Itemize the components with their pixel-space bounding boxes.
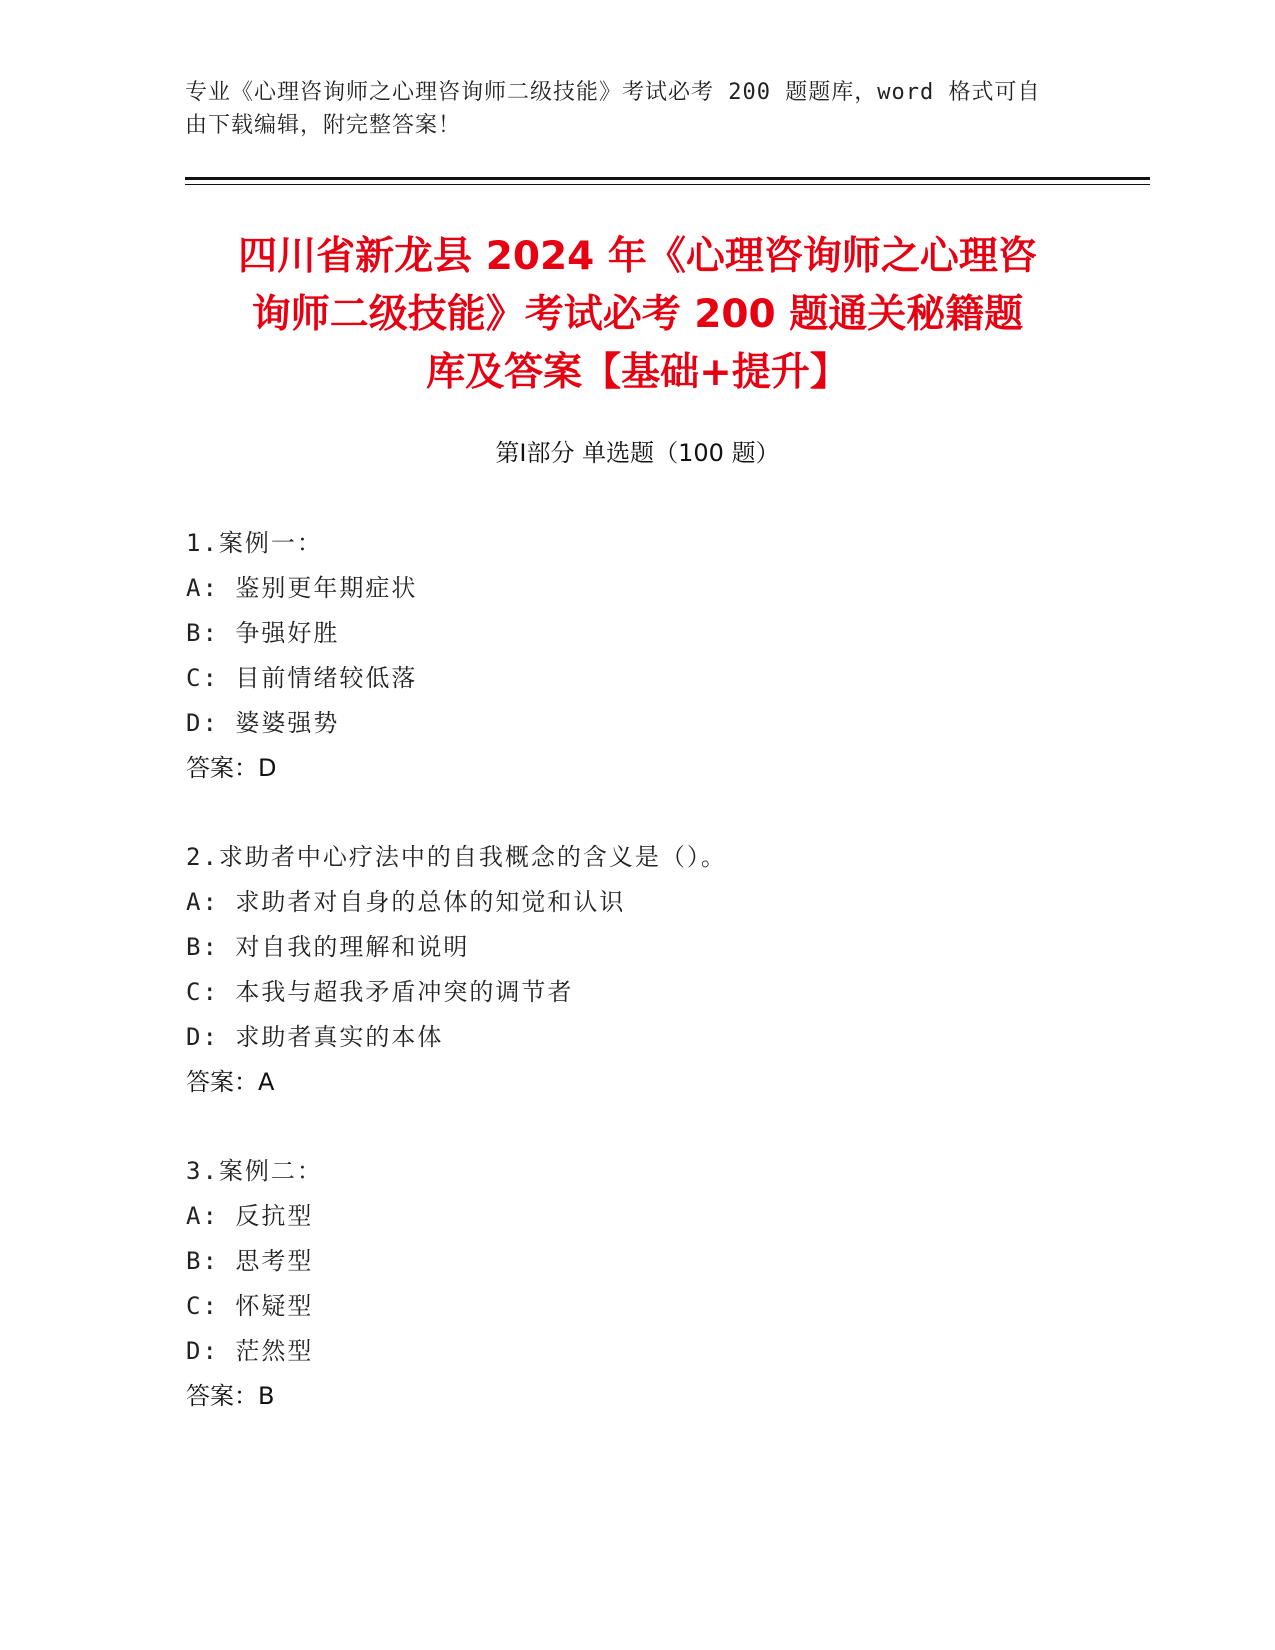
intro-line-2: 由下载编辑，附完整答案！ — [185, 113, 462, 138]
option-b: B: 对自我的理解和说明 — [186, 933, 470, 961]
question-stem: 3.案例二： — [186, 1157, 323, 1185]
option-b: B: 争强好胜 — [186, 619, 340, 647]
answer-line: 答案：A — [186, 1068, 275, 1096]
title-line-2: 询师二级技能》考试必考 200 题通关秘籍题 — [251, 292, 1024, 337]
intro-line-1: 专业《心理咨询师之心理咨询师二级技能》考试必考 200 题题库，word 格式可自 — [185, 80, 1041, 105]
section-title: 第Ⅰ部分 单选题（100 题） — [495, 439, 780, 467]
question-stem: 1.案例一： — [186, 529, 323, 557]
answer-line: 答案：D — [186, 754, 277, 782]
option-d: D: 求助者真实的本体 — [186, 1023, 444, 1051]
title-line-3: 库及答案【基础+提升】 — [426, 350, 849, 395]
option-a: A: 鉴别更年期症状 — [186, 574, 418, 602]
question-list — [186, 521, 1086, 1463]
question-item — [186, 835, 1086, 1105]
question-item — [186, 1149, 1086, 1419]
document-title — [185, 228, 1090, 402]
title-line-1: 四川省新龙县 2024 年《心理咨询师之心理咨 — [238, 234, 1037, 279]
option-b: B: 思考型 — [186, 1247, 314, 1275]
option-c: C: 本我与超我矛盾冲突的调节者 — [186, 978, 574, 1006]
option-c: C: 目前情绪较低落 — [186, 664, 418, 692]
option-a: A: 反抗型 — [186, 1202, 314, 1230]
header-divider-thick — [185, 177, 1150, 180]
intro-text — [185, 76, 1075, 142]
option-d: D: 茫然型 — [186, 1337, 314, 1365]
answer-line: 答案：B — [186, 1382, 275, 1410]
question-item — [186, 521, 1086, 791]
option-c: C: 怀疑型 — [186, 1292, 314, 1320]
option-d: D: 婆婆强势 — [186, 709, 340, 737]
header-divider-thin — [185, 184, 1150, 185]
option-a: A: 求助者对自身的总体的知觉和认识 — [186, 888, 626, 916]
question-stem: 2.求助者中心疗法中的自我概念的含义是（）。 — [186, 843, 727, 871]
